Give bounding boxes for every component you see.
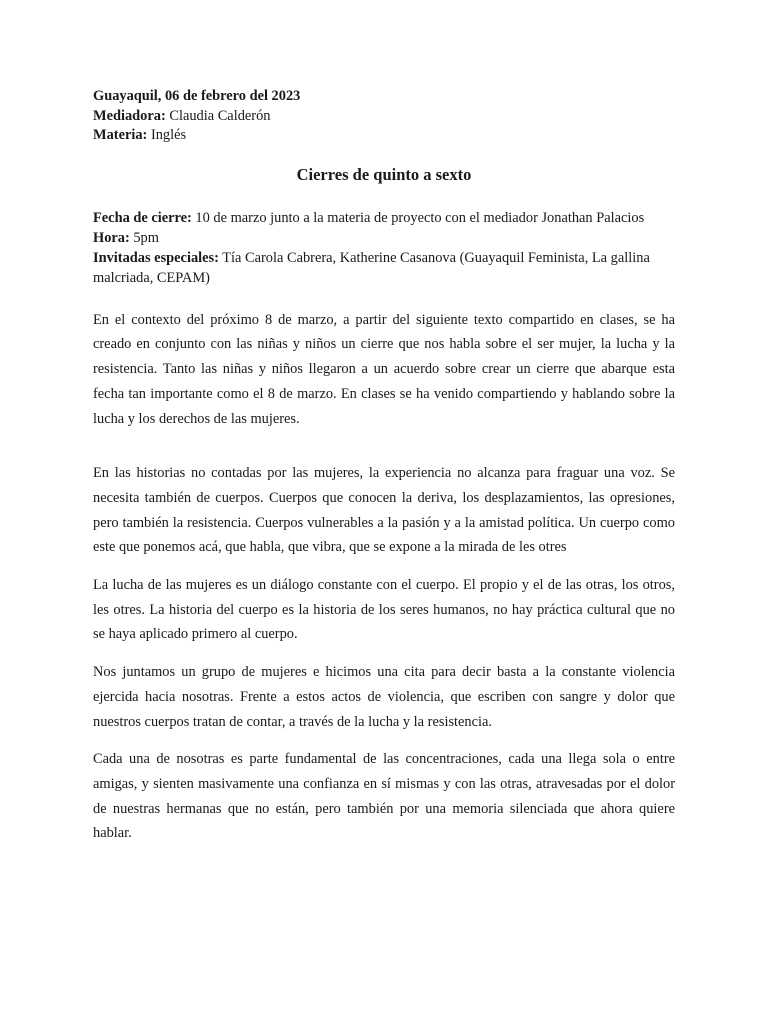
guests-line bbox=[93, 248, 675, 289]
guests-label: Invitadas especiales: bbox=[93, 250, 219, 267]
paragraph-body-dialogue: La lucha de las mujeres es un diálogo constante con el cuerpo. El propio y el de las otras, los otros, les otres. La historia del cuerpo es la historia de los seres humanos, no hay práctica cultural que no se haya aplicado primero al cuerpo. bbox=[93, 577, 675, 643]
closing-date-label: Fecha de cierre: bbox=[93, 209, 192, 226]
mediator-label: Mediadora: bbox=[93, 107, 166, 124]
subject-line bbox=[93, 126, 675, 146]
mediator-value: Claudia Calderón bbox=[165, 107, 271, 124]
guests-value: Tía Carola Cabrera, Katherine Casanova (Guayaquil Feminista, La gallina malcriada, CEPAM) bbox=[93, 250, 650, 287]
date-line: Guayaquil, 06 de febrero del 2023 bbox=[93, 88, 301, 104]
closing-date-line bbox=[93, 208, 675, 228]
closing-date-value: 10 de marzo junto a la materia de proyecto con el mediador Jonathan Palacios bbox=[191, 209, 645, 226]
paragraph-concentrations: Cada una de nosotras es parte fundamental de las concentraciones, cada una llega sola o entre amigas, y sienten masivamente una confianza en sí mismas y con las otras, atravesadas por el dolor de nuestras hermanas que no están, pero también por una memoria silenciada que ahora quiere hablar. bbox=[93, 751, 675, 842]
mediator-line bbox=[93, 107, 675, 127]
paragraph-context: En el contexto del próximo 8 de marzo, a partir del siguiente texto compartido en clases, se ha creado en conjunto con las niñas y niños un cierre que nos habla sobre el ser mujer, la lucha y la resistencia. Tanto las niñas y niños llegaron a un acuerdo sobre crear un cierre que abarque esta fecha tan importante como el 8 de marzo. En clases se ha venido compartiendo y hablando sobre la lucha y los derechos de las mujeres. bbox=[93, 311, 675, 427]
time-label: Hora: bbox=[93, 229, 130, 246]
paragraph-untold-stories: En las historias no contadas por las mujeres, la experiencia no alcanza para fraguar una voz. Se necesita también de cuerpos. Cuerpos que conocen la deriva, los desplazamientos, las opresiones, pero también la resistencia. Cuerpos vulnerables a la pasión y a la amistad política. Un cuerpo como este que ponemos acá, que habla, que vibra, que se expone a la mirada de les otres bbox=[93, 465, 675, 556]
subject-value: Inglés bbox=[147, 127, 187, 143]
closing-info bbox=[93, 208, 675, 289]
time-value: 5pm bbox=[129, 229, 159, 246]
paragraph-gathering: Nos juntamos un grupo de mujeres e hicimos una cita para decir basta a la constante violencia ejercida hacia nosotras. Frente a estos actos de violencia, que escriben con sangre y dolor que nuestros cuerpos tratan de contar, a través de la lucha y la resistencia. bbox=[93, 664, 675, 730]
document-body bbox=[93, 87, 675, 846]
time-line bbox=[93, 228, 675, 248]
subject-label: Materia: bbox=[93, 127, 148, 143]
document-title: Cierres de quinto a sexto bbox=[296, 164, 472, 184]
